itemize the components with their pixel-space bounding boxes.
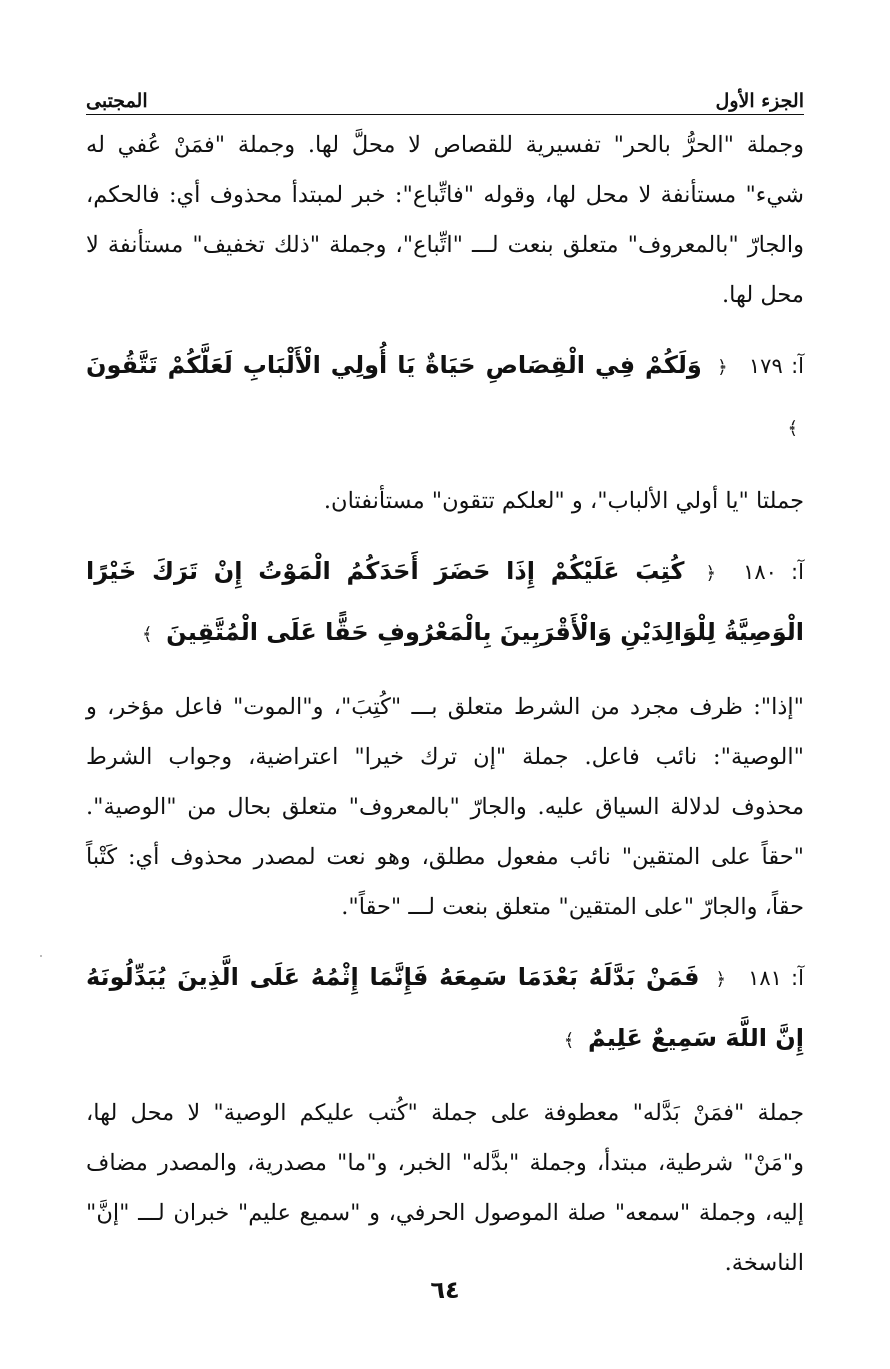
ornament-open-icon: ﴿ [715, 969, 727, 990]
main-text [86, 120, 804, 1288]
paragraph-4: جملة "فمَنْ بَدَّله" معطوفة على جملة "كُتب عليكم الوصية" لا محل لها، و"مَنْ" شرطية، مبتدأ، وجملة "بدَّله" الخبر، و"ما" مصدرية، والمصدر مضاف إليه، وجملة "سمعه" صلة الموصول الحرفي، و "سميع عليم" خبران لـــ "إنَّ" الناسخة. [86, 1100, 804, 1276]
paragraph-1: وجملة "الحرُّ بالحر" تفسيرية للقصاص لا محلَّ لها. وجملة "فمَنْ عُفي له شيء" مستأنفة لا محل لها، وقوله "فاتِّباع": خبر لمبتدأ محذوف أي: فالحكم، والجارّ "بالمعروف" متعلق بنعت لـــ "اتِّباع"، وجملة "ذلك تخفيف" مستأنفة لا محل لها. [86, 132, 804, 308]
scan-speck [40, 955, 42, 957]
ornament-close-icon: ﴾ [563, 1030, 575, 1051]
ornament-open-icon: ﴿ [705, 563, 717, 584]
verse-180 [86, 542, 804, 664]
verse-181 [86, 948, 804, 1070]
verse-text: وَلَكُمْ فِي الْقِصَاصِ حَيَاةٌ يَا أُولِي الْأَلْبَابِ لَعَلَّكُمْ تَتَّقُونَ [86, 351, 702, 379]
ornament-close-icon: ﴾ [141, 624, 153, 645]
ornament-close-icon: ﴾ [787, 418, 798, 439]
paragraph-3: "إذا": ظرف مجرد من الشرط متعلق بـــ "كُتِبَ"، و"الموت" فاعل مؤخر، و "الوصية": نائب فاعل. جملة "إن ترك خيرا" اعتراضية، وجواب الشرط محذوف لدلالة السياق عليه. والجارّ "بالمعروف" متعلق بحال من "الوصية". "حقاً على المتقين" نائب مفعول مطلق، وهو نعت لمصدر محذوف أي: كَتْباً حقاً، والجارّ "على المتقين" متعلق بنعت لـــ "حقاً". [86, 694, 804, 920]
header-rule [86, 114, 804, 115]
verse-number: آ: ١٨١ [748, 966, 804, 990]
paragraph-2: جملتا "يا أولي الألباب"، و "لعلكم تتقون" مستأنفتان. [323, 488, 804, 514]
verse-number: آ: ١٨٠ [743, 560, 804, 584]
book-title-label: المجتبى [86, 90, 148, 112]
ornament-open-icon: ﴿ [717, 357, 728, 378]
verse-text: فَمَنْ بَدَّلَهُ بَعْدَمَا سَمِعَهُ فَإِنَّمَا إِثْمُهُ عَلَى الَّذِينَ يُبَدِّلُونَهُ إِنَّ اللَّهَ سَمِيعٌ عَلِيمٌ [86, 963, 804, 1052]
page-number: ٦٤ [430, 1276, 460, 1304]
verse-number: آ: ١٧٩ [748, 354, 804, 378]
running-header [86, 86, 804, 112]
verse-179 [86, 336, 804, 458]
verse-text: كُتِبَ عَلَيْكُمْ إِذَا حَضَرَ أَحَدَكُمُ الْمَوْتُ إِنْ تَرَكَ خَيْرًا الْوَصِيَّةُ لِلْوَالِدَيْنِ وَالْأَقْرَبِينَ بِالْمَعْرُوفِ حَقًّا عَلَى الْمُتَّقِينَ [86, 557, 804, 646]
book-part-label: الجزء الأول [715, 90, 804, 112]
